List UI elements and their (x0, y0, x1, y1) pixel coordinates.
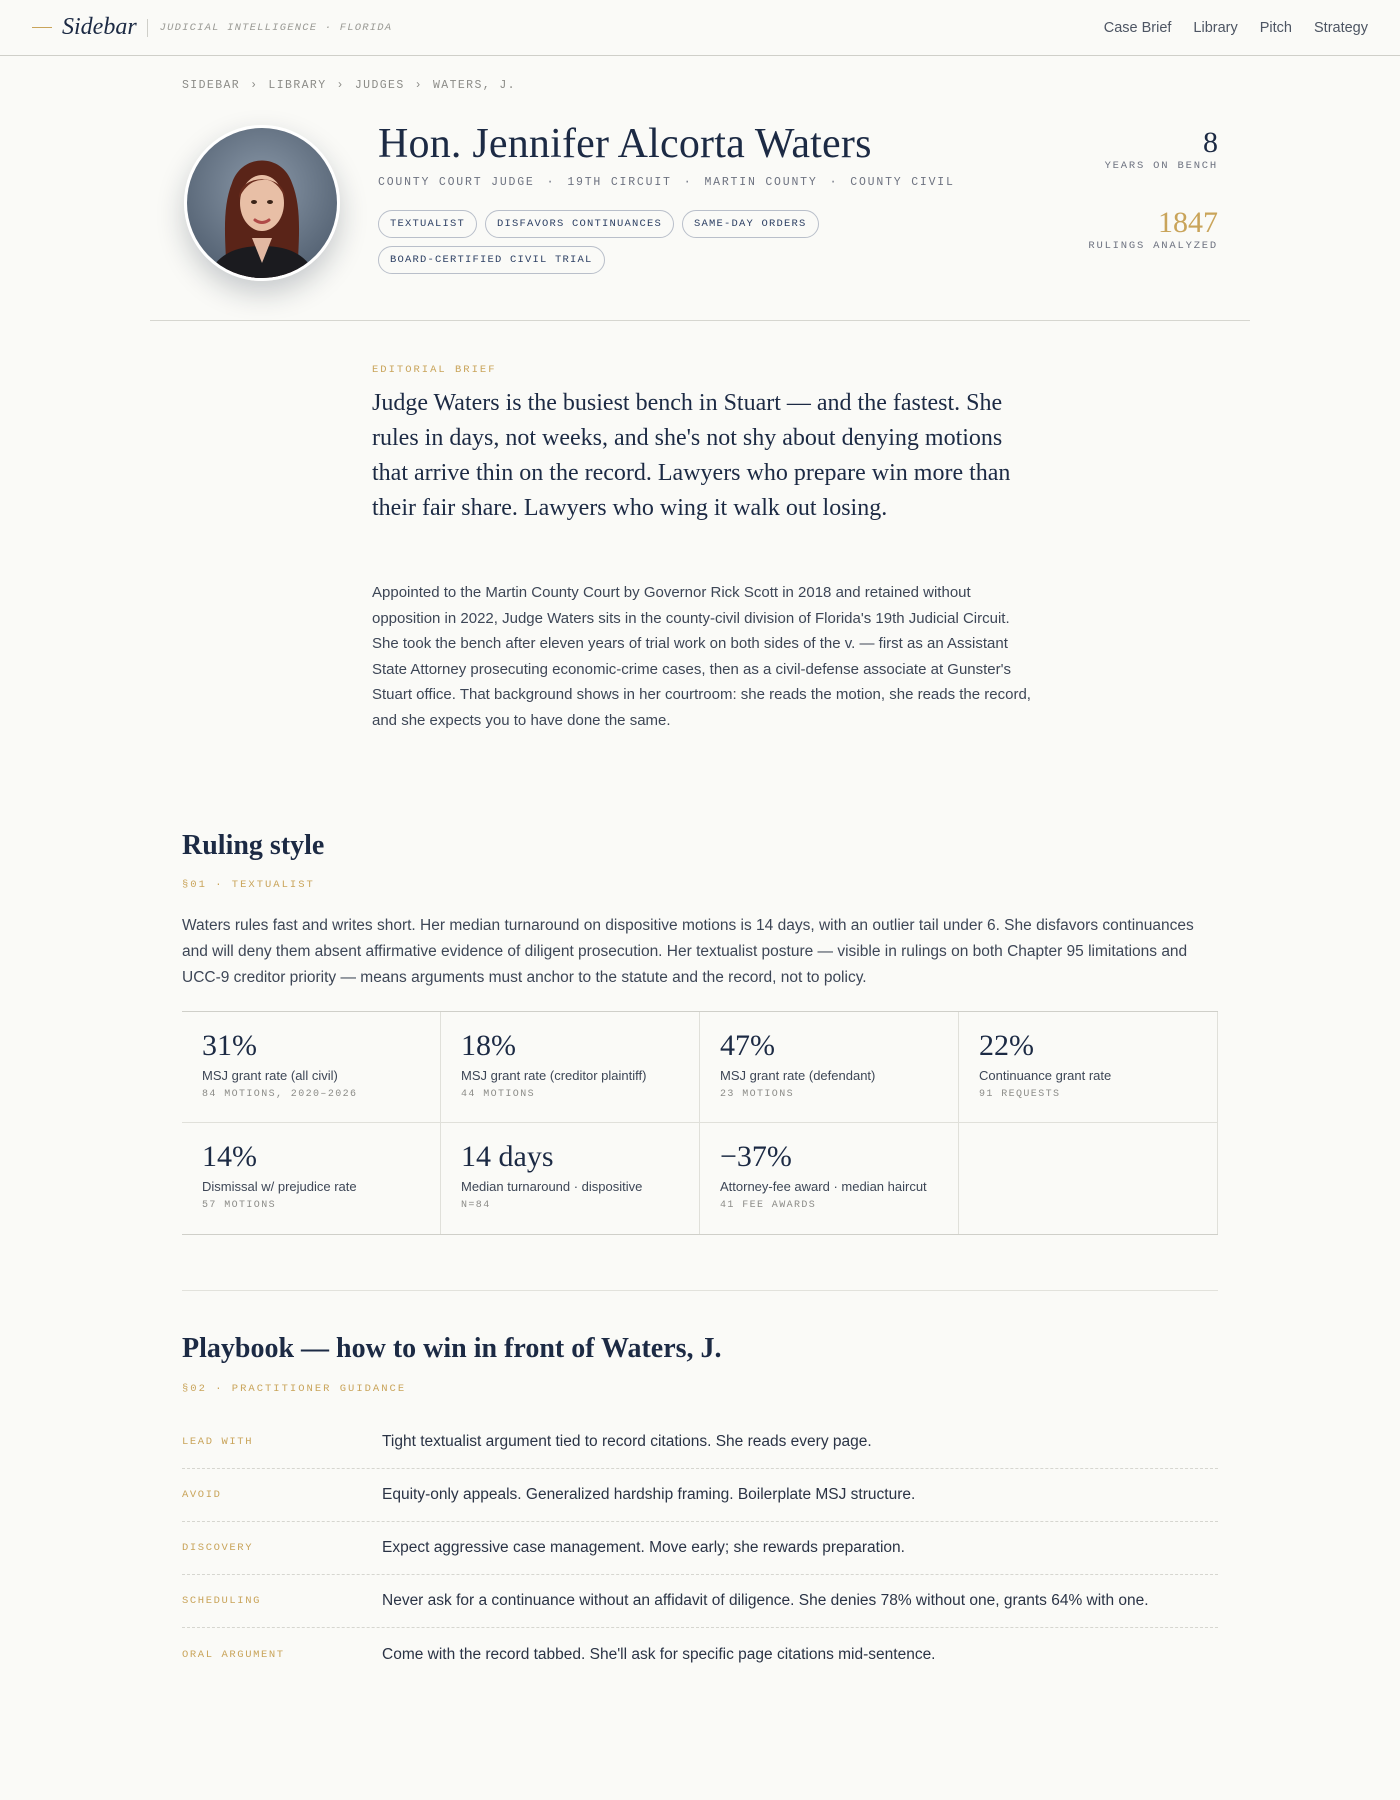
rulings-analyzed-stat (1088, 206, 1218, 252)
judge-title: COUNTY COURT JUDGE (378, 176, 535, 189)
stat-value: 31% (202, 1029, 257, 1062)
stat-cell (182, 1012, 441, 1123)
stat-cell (959, 1012, 1218, 1123)
judge-portrait-icon (187, 128, 337, 278)
playbook-title: Playbook — how to win in front of Waters, J. (182, 1333, 722, 1364)
years-on-bench-label: YEARS ON BENCH (1104, 160, 1218, 172)
tag-textualist[interactable]: TEXTUALIST (378, 210, 477, 238)
judge-name: Hon. Jennifer Alcorta Waters (378, 121, 872, 167)
playbook-row (182, 1416, 1218, 1469)
stat-value: 47% (720, 1029, 775, 1062)
playbook-key: LEAD WITH (182, 1436, 254, 1448)
stat-cell-empty (959, 1123, 1218, 1234)
ruling-style-eyebrow: §01 · TEXTUALIST (182, 879, 315, 891)
playbook-value: Equity-only appeals. Generalized hardship framing. Boilerplate MSJ structure. (382, 1486, 916, 1503)
stat-cell (700, 1012, 959, 1123)
stat-value: −37% (720, 1140, 792, 1173)
meta-separator: · (829, 176, 839, 189)
meta-separator: · (683, 176, 693, 189)
stat-sample: 44 MOTIONS (461, 1089, 536, 1100)
stat-sample: 84 MOTIONS, 2020–2026 (202, 1089, 358, 1100)
judge-meta (378, 176, 955, 189)
brand[interactable] (32, 14, 392, 41)
nav-case-brief[interactable]: Case Brief (1103, 20, 1172, 36)
stat-sample: 91 REQUESTS (979, 1089, 1061, 1100)
brand-mark (32, 27, 52, 29)
years-on-bench-value: 8 (1203, 126, 1218, 159)
breadcrumb (182, 79, 516, 92)
nav-strategy[interactable]: Strategy (1314, 20, 1368, 36)
tag-board-certified[interactable]: BOARD-CERTIFIED CIVIL TRIAL (378, 246, 605, 274)
judge-county: MARTIN COUNTY (704, 176, 818, 189)
brand-divider (147, 19, 148, 37)
playbook-row (182, 1522, 1218, 1575)
top-bar (0, 0, 1400, 56)
stat-label: Attorney-fee award · median haircut (720, 1179, 927, 1194)
tag-same-day-orders[interactable]: SAME-DAY ORDERS (682, 210, 819, 238)
breadcrumb-current: WATERS, J. (432, 79, 516, 92)
ruling-style-body: Waters rules fast and writes short. Her median turnaround on dispositive motions is 14 days, with an outlier tail under 6. She disfavors continuances and will deny them absent affirmative evidence of diligent prosecution. Her textualist posture — visible in rulings on both Chapter 95 limitations and UCC-9 creditor priority — means arguments must anchor to the statute and the record, not to policy. (182, 917, 1194, 986)
playbook-value: Tight textualist argument tied to record citations. She reads every page. (382, 1433, 872, 1450)
stat-sample: N=84 (461, 1200, 491, 1211)
brief-lead: Judge Waters is the busiest bench in Stuart — and the fastest. She rules in days, not weeks, and she's not shy about denying motions that arrive thin on the record. Lawyers who prepare win more than their fair share. Lawyers who wing it walk out losing. (372, 390, 1011, 521)
judge-tags (378, 210, 848, 274)
stat-value: 18% (461, 1029, 516, 1062)
stat-sample: 57 MOTIONS (202, 1200, 277, 1211)
stat-label: Median turnaround · dispositive (461, 1179, 643, 1194)
breadcrumb-library[interactable]: LIBRARY (268, 79, 327, 92)
ruling-style-title: Ruling style (182, 830, 325, 861)
brief-eyebrow: EDITORIAL BRIEF (372, 364, 497, 376)
breadcrumb-sidebar[interactable]: SIDEBAR (182, 79, 241, 92)
stat-value: 14 days (461, 1140, 554, 1173)
stat-value: 22% (979, 1029, 1034, 1062)
judge-circuit: 19TH CIRCUIT (567, 176, 672, 189)
rulings-analyzed-value: 1847 (1158, 206, 1218, 239)
playbook-row (182, 1575, 1218, 1628)
playbook-list (182, 1416, 1218, 1681)
ruling-stats-grid (182, 1011, 1218, 1235)
stat-cell (700, 1123, 959, 1234)
stat-cell (441, 1012, 700, 1123)
playbook-value: Expect aggressive case management. Move early; she rewards preparation. (382, 1539, 905, 1556)
playbook-key: DISCOVERY (182, 1542, 254, 1554)
playbook-eyebrow: §02 · PRACTITIONER GUIDANCE (182, 1383, 407, 1395)
brand-name: Sidebar (62, 14, 137, 40)
stat-label: Continuance grant rate (979, 1068, 1112, 1083)
stat-sample: 41 FEE AWARDS (720, 1200, 817, 1211)
rulings-analyzed-label: RULINGS ANALYZED (1088, 240, 1218, 252)
brand-tagline: JUDICIAL INTELLIGENCE · FLORIDA (159, 21, 393, 34)
playbook-row (182, 1469, 1218, 1522)
playbook-value: Never ask for a continuance without an affidavit of diligence. She denies 78% without one, grants 64% with one. (382, 1592, 1149, 1609)
breadcrumb-judges[interactable]: JUDGES (354, 79, 405, 92)
section-divider (182, 1290, 1218, 1291)
tag-disfavors-continuances[interactable]: DISFAVORS CONTINUANCES (485, 210, 674, 238)
meta-separator: · (546, 176, 556, 189)
years-on-bench-stat (1105, 126, 1218, 172)
stat-value: 14% (202, 1140, 257, 1173)
judge-division: COUNTY CIVIL (850, 176, 955, 189)
breadcrumb-separator: › (336, 79, 345, 92)
playbook-key: AVOID (182, 1489, 222, 1501)
nav-pitch[interactable]: Pitch (1259, 20, 1292, 36)
stat-label: MSJ grant rate (creditor plaintiff) (461, 1068, 647, 1083)
stat-label: Dismissal w/ prejudice rate (202, 1179, 357, 1194)
stat-label: MSJ grant rate (all civil) (202, 1068, 338, 1083)
stat-cell (182, 1123, 441, 1234)
playbook-key: ORAL ARGUMENT (182, 1648, 285, 1661)
playbook-key: SCHEDULING (182, 1595, 262, 1607)
header-divider (150, 320, 1250, 321)
stat-cell (441, 1123, 700, 1234)
stat-sample: 23 MOTIONS (720, 1089, 795, 1100)
main-nav (1104, 0, 1368, 56)
playbook-row (182, 1628, 1218, 1681)
brief-body: Appointed to the Martin County Court by Governor Rick Scott in 2018 and retained without opposition in 2022, Judge Waters sits in the county-civil division of Florida's 19th Judicial Circuit. She took the bench after eleven years of trial work on both sides of the v. — first as an Assistant State Attorney prosecuting economic-crime cases, then as a civil-defense associate at Gunster's Stuart office. That background shows in her courtroom: she reads the motion, she reads the record, and she expects you to have done the same. (372, 584, 1031, 729)
stat-label: MSJ grant rate (defendant) (720, 1068, 876, 1083)
nav-library[interactable]: Library (1193, 20, 1238, 36)
breadcrumb-separator: › (250, 79, 259, 92)
playbook-value: Come with the record tabbed. She'll ask for specific page citations mid-sentence. (382, 1645, 936, 1663)
breadcrumb-separator: › (414, 79, 423, 92)
judge-avatar (184, 125, 340, 281)
